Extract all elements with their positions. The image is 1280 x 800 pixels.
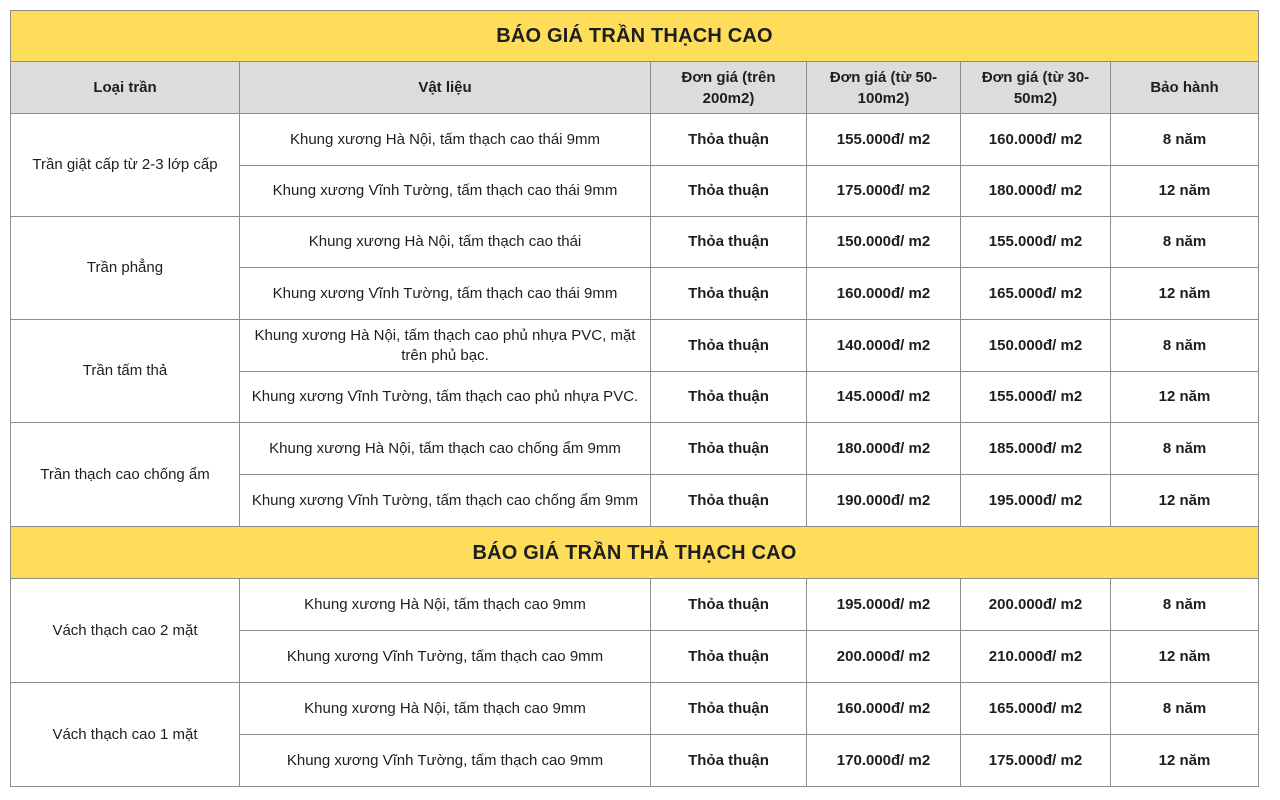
material-cell: Khung xương Hà Nội, tấm thạch cao phủ nhựa PVC, mặt trên phủ bạc.	[240, 320, 651, 372]
price-over-200-cell: Thỏa thuận	[651, 423, 807, 475]
material-cell: Khung xương Vĩnh Tường, tấm thạch cao 9mm	[240, 631, 651, 683]
header-warranty: Bảo hành	[1111, 62, 1259, 114]
price-over-200-cell: Thỏa thuận	[651, 114, 807, 166]
price-50-100-cell: 160.000đ/ m2	[807, 268, 961, 320]
price-50-100-cell: 190.000đ/ m2	[807, 475, 961, 527]
price-30-50-cell: 200.000đ/ m2	[961, 579, 1111, 631]
price-30-50-cell: 175.000đ/ m2	[961, 735, 1111, 787]
table-row	[11, 579, 1259, 631]
table-header-row	[11, 62, 1259, 114]
price-over-200-cell: Thỏa thuận	[651, 475, 807, 527]
ceiling-type-cell: Vách thạch cao 2 mặt	[11, 579, 240, 683]
price-50-100-cell: 155.000đ/ m2	[807, 114, 961, 166]
price-30-50-cell: 155.000đ/ m2	[961, 217, 1111, 268]
warranty-cell: 12 năm	[1111, 372, 1259, 423]
table-row	[11, 320, 1259, 372]
price-50-100-cell: 160.000đ/ m2	[807, 683, 961, 735]
table-row	[11, 683, 1259, 735]
price-over-200-cell: Thỏa thuận	[651, 320, 807, 372]
ceiling-type-cell: Trần thạch cao chống ẩm	[11, 423, 240, 527]
warranty-cell: 8 năm	[1111, 579, 1259, 631]
material-cell: Khung xương Hà Nội, tấm thạch cao chống ẩm 9mm	[240, 423, 651, 475]
price-50-100-cell: 150.000đ/ m2	[807, 217, 961, 268]
material-cell: Khung xương Vĩnh Tường, tấm thạch cao phủ nhựa PVC.	[240, 372, 651, 423]
price-50-100-cell: 195.000đ/ m2	[807, 579, 961, 631]
price-30-50-cell: 155.000đ/ m2	[961, 372, 1111, 423]
price-30-50-cell: 165.000đ/ m2	[961, 683, 1111, 735]
price-50-100-cell: 140.000đ/ m2	[807, 320, 961, 372]
header-price-50-100: Đơn giá (từ 50-100m2)	[807, 62, 961, 114]
price-over-200-cell: Thỏa thuận	[651, 683, 807, 735]
section-banner	[11, 11, 1259, 62]
price-over-200-cell: Thỏa thuận	[651, 631, 807, 683]
warranty-cell: 12 năm	[1111, 735, 1259, 787]
warranty-cell: 8 năm	[1111, 114, 1259, 166]
table-row	[11, 217, 1259, 268]
price-30-50-cell: 160.000đ/ m2	[961, 114, 1111, 166]
header-price-30-50: Đơn giá (từ 30-50m2)	[961, 62, 1111, 114]
material-cell: Khung xương Hà Nội, tấm thạch cao thái 9mm	[240, 114, 651, 166]
material-cell: Khung xương Vĩnh Tường, tấm thạch cao chống ẩm 9mm	[240, 475, 651, 527]
price-over-200-cell: Thỏa thuận	[651, 372, 807, 423]
warranty-cell: 8 năm	[1111, 423, 1259, 475]
price-30-50-cell: 195.000đ/ m2	[961, 475, 1111, 527]
table-row	[11, 114, 1259, 166]
header-price-over-200: Đơn giá (trên 200m2)	[651, 62, 807, 114]
warranty-cell: 12 năm	[1111, 631, 1259, 683]
warranty-cell: 12 năm	[1111, 166, 1259, 217]
table-row	[11, 423, 1259, 475]
material-cell: Khung xương Hà Nội, tấm thạch cao 9mm	[240, 579, 651, 631]
warranty-cell: 8 năm	[1111, 217, 1259, 268]
header-material: Vật liệu	[240, 62, 651, 114]
warranty-cell: 8 năm	[1111, 683, 1259, 735]
price-table	[10, 10, 1259, 787]
material-cell: Khung xương Vĩnh Tường, tấm thạch cao thái 9mm	[240, 268, 651, 320]
price-50-100-cell: 175.000đ/ m2	[807, 166, 961, 217]
ceiling-type-cell: Trần phẳng	[11, 217, 240, 320]
price-over-200-cell: Thỏa thuận	[651, 268, 807, 320]
price-30-50-cell: 210.000đ/ m2	[961, 631, 1111, 683]
price-over-200-cell: Thỏa thuận	[651, 579, 807, 631]
ceiling-type-cell: Vách thạch cao 1 mặt	[11, 683, 240, 787]
material-cell: Khung xương Vĩnh Tường, tấm thạch cao thái 9mm	[240, 166, 651, 217]
header-type: Loại trần	[11, 62, 240, 114]
price-over-200-cell: Thỏa thuận	[651, 166, 807, 217]
price-50-100-cell: 180.000đ/ m2	[807, 423, 961, 475]
price-50-100-cell: 170.000đ/ m2	[807, 735, 961, 787]
price-30-50-cell: 185.000đ/ m2	[961, 423, 1111, 475]
warranty-cell: 12 năm	[1111, 475, 1259, 527]
section-title: BÁO GIÁ TRẦN THẢ THẠCH CAO	[11, 527, 1259, 579]
material-cell: Khung xương Hà Nội, tấm thạch cao 9mm	[240, 683, 651, 735]
price-30-50-cell: 150.000đ/ m2	[961, 320, 1111, 372]
price-30-50-cell: 165.000đ/ m2	[961, 268, 1111, 320]
price-over-200-cell: Thỏa thuận	[651, 217, 807, 268]
warranty-cell: 12 năm	[1111, 268, 1259, 320]
ceiling-type-cell: Trần giật cấp từ 2-3 lớp cấp	[11, 114, 240, 217]
price-30-50-cell: 180.000đ/ m2	[961, 166, 1111, 217]
section-title: BÁO GIÁ TRẦN THẠCH CAO	[11, 11, 1259, 62]
ceiling-type-cell: Trần tấm thả	[11, 320, 240, 423]
warranty-cell: 8 năm	[1111, 320, 1259, 372]
price-over-200-cell: Thỏa thuận	[651, 735, 807, 787]
price-50-100-cell: 145.000đ/ m2	[807, 372, 961, 423]
material-cell: Khung xương Hà Nội, tấm thạch cao thái	[240, 217, 651, 268]
section-banner	[11, 527, 1259, 579]
price-50-100-cell: 200.000đ/ m2	[807, 631, 961, 683]
material-cell: Khung xương Vĩnh Tường, tấm thạch cao 9mm	[240, 735, 651, 787]
